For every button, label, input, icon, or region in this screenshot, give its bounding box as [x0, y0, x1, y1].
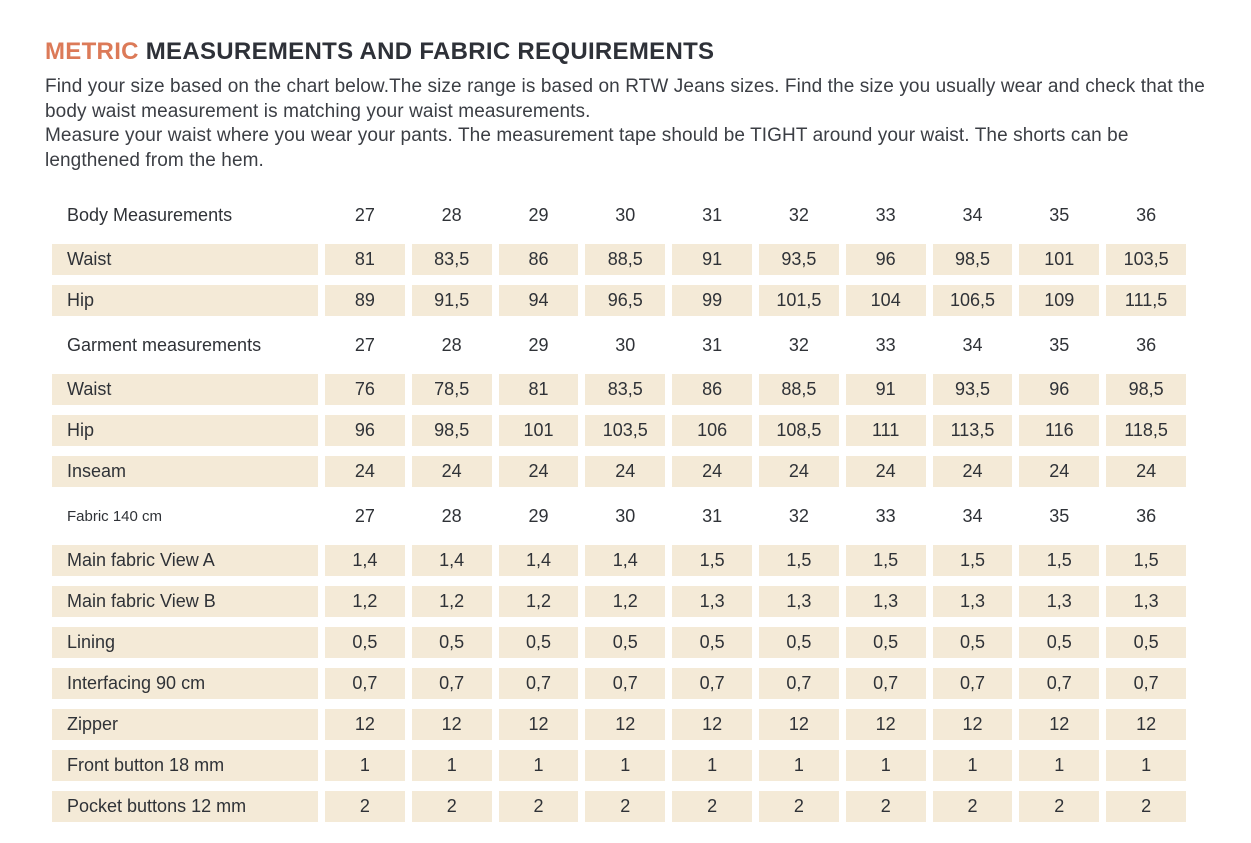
value-cell: 24 — [759, 456, 839, 487]
value-cell: 98,5 — [933, 244, 1013, 275]
value-cell: 93,5 — [933, 374, 1013, 405]
value-cell: 2 — [1106, 791, 1186, 822]
table-section-header-row — [52, 196, 1186, 234]
value-cell: 2 — [499, 791, 579, 822]
size-header-cell: 30 — [615, 334, 636, 355]
table-row — [52, 791, 1186, 822]
value-cell: 88,5 — [759, 374, 839, 405]
value-cell: 0,5 — [1106, 627, 1186, 658]
value-cell: 0,7 — [585, 668, 665, 699]
value-cell: 76 — [325, 374, 405, 405]
size-header-cell: 33 — [875, 505, 896, 526]
page-title — [45, 38, 1211, 66]
value-cell: 0,5 — [672, 627, 752, 658]
size-header-cell: 27 — [354, 204, 375, 225]
row-label: Interfacing 90 cm — [52, 668, 318, 699]
size-header-cell: 34 — [962, 505, 983, 526]
row-label: Waist — [52, 374, 318, 405]
value-cell: 98,5 — [1106, 374, 1186, 405]
value-cell: 1,3 — [933, 586, 1013, 617]
value-cell: 1,2 — [325, 586, 405, 617]
row-label: Zipper — [52, 709, 318, 740]
value-cell: 91 — [846, 374, 926, 405]
value-cell: 1,5 — [759, 545, 839, 576]
value-cell: 2 — [933, 791, 1013, 822]
value-cell: 91 — [672, 244, 752, 275]
size-header-cell: 31 — [702, 334, 723, 355]
row-label: Body Measurements — [67, 204, 233, 225]
size-table — [52, 196, 1186, 822]
size-header-cell: 27 — [354, 505, 375, 526]
value-cell: 0,7 — [672, 668, 752, 699]
row-label: Main fabric View B — [52, 586, 318, 617]
value-cell: 0,7 — [1019, 668, 1099, 699]
value-cell: 2 — [412, 791, 492, 822]
value-cell: 86 — [499, 244, 579, 275]
table-row — [52, 545, 1186, 576]
value-cell: 2 — [1019, 791, 1099, 822]
value-cell: 2 — [846, 791, 926, 822]
value-cell: 12 — [933, 709, 1013, 740]
size-header-cell: 34 — [962, 334, 983, 355]
value-cell: 108,5 — [759, 415, 839, 446]
value-cell: 101 — [499, 415, 579, 446]
value-cell: 12 — [1106, 709, 1186, 740]
intro-paragraph-sizing: Find your size based on the chart below.The size range is based on RTW Jeans sizes. Find the size you usually wear and check that the body waist measurement is matching your waist measurements. — [45, 76, 1205, 122]
value-cell: 106,5 — [933, 285, 1013, 316]
value-cell: 96,5 — [585, 285, 665, 316]
value-cell: 24 — [672, 456, 752, 487]
size-header-cell: 36 — [1136, 505, 1157, 526]
value-cell: 1,5 — [1106, 545, 1186, 576]
value-cell: 1 — [672, 750, 752, 781]
table-row — [52, 668, 1186, 699]
value-cell: 0,5 — [499, 627, 579, 658]
value-cell: 111,5 — [1106, 285, 1186, 316]
table-row — [52, 586, 1186, 617]
size-header-cell: 34 — [962, 204, 983, 225]
value-cell: 0,5 — [759, 627, 839, 658]
table-row — [52, 456, 1186, 487]
value-cell: 109 — [1019, 285, 1099, 316]
value-cell: 0,7 — [759, 668, 839, 699]
value-cell: 1,4 — [585, 545, 665, 576]
size-header-cell: 32 — [788, 334, 809, 355]
row-label: Lining — [52, 627, 318, 658]
value-cell: 103,5 — [585, 415, 665, 446]
value-cell: 2 — [759, 791, 839, 822]
value-cell: 0,7 — [325, 668, 405, 699]
value-cell: 103,5 — [1106, 244, 1186, 275]
size-header-cell: 28 — [441, 204, 462, 225]
table-section-header-row — [52, 497, 1186, 535]
value-cell: 116 — [1019, 415, 1099, 446]
value-cell: 2 — [672, 791, 752, 822]
value-cell: 12 — [1019, 709, 1099, 740]
value-cell: 1,3 — [672, 586, 752, 617]
value-cell: 106 — [672, 415, 752, 446]
size-header-cell: 35 — [1049, 334, 1070, 355]
value-cell: 101,5 — [759, 285, 839, 316]
value-cell: 118,5 — [1106, 415, 1186, 446]
value-cell: 96 — [1019, 374, 1099, 405]
value-cell: 24 — [585, 456, 665, 487]
value-cell: 0,7 — [1106, 668, 1186, 699]
value-cell: 24 — [846, 456, 926, 487]
value-cell: 83,5 — [585, 374, 665, 405]
size-header-cell: 32 — [788, 505, 809, 526]
value-cell: 1 — [933, 750, 1013, 781]
value-cell: 1,2 — [499, 586, 579, 617]
value-cell: 24 — [933, 456, 1013, 487]
value-cell: 0,5 — [933, 627, 1013, 658]
row-label: Garment measurements — [67, 334, 262, 355]
value-cell: 1,5 — [672, 545, 752, 576]
value-cell: 12 — [585, 709, 665, 740]
row-label: Front button 18 mm — [52, 750, 318, 781]
value-cell: 0,5 — [846, 627, 926, 658]
value-cell: 98,5 — [412, 415, 492, 446]
size-header-cell: 35 — [1049, 505, 1070, 526]
value-cell: 1,3 — [846, 586, 926, 617]
value-cell: 101 — [1019, 244, 1099, 275]
value-cell: 1,5 — [933, 545, 1013, 576]
size-header-cell: 31 — [702, 505, 723, 526]
size-header-cell: 29 — [528, 334, 549, 355]
value-cell: 1 — [1019, 750, 1099, 781]
row-label: Hip — [52, 415, 318, 446]
size-header-cell: 31 — [702, 204, 723, 225]
row-label: Hip — [52, 285, 318, 316]
page-title-rest: MEASUREMENTS AND FABRIC REQUIREMENTS — [138, 38, 715, 65]
value-cell: 12 — [759, 709, 839, 740]
table-row — [52, 285, 1186, 316]
size-header-cell: 33 — [875, 334, 896, 355]
value-cell: 0,5 — [325, 627, 405, 658]
intro-paragraph-measuring: Measure your waist where you wear your pants. The measurement tape should be TIGHT around your waist. The shorts can be lengthened from the hem. — [45, 125, 1129, 171]
value-cell: 1 — [585, 750, 665, 781]
value-cell: 78,5 — [412, 374, 492, 405]
value-cell: 12 — [412, 709, 492, 740]
value-cell: 1,5 — [1019, 545, 1099, 576]
table-row — [52, 415, 1186, 446]
value-cell: 1,2 — [412, 586, 492, 617]
value-cell: 1 — [499, 750, 579, 781]
size-header-cell: 35 — [1049, 204, 1070, 225]
size-header-cell: 36 — [1136, 204, 1157, 225]
size-header-cell: 28 — [441, 505, 462, 526]
size-header-cell: 36 — [1136, 334, 1157, 355]
row-label: Main fabric View A — [52, 545, 318, 576]
value-cell: 12 — [846, 709, 926, 740]
value-cell: 1,4 — [412, 545, 492, 576]
table-row — [52, 627, 1186, 658]
row-label: Inseam — [52, 456, 318, 487]
value-cell: 1,3 — [1106, 586, 1186, 617]
value-cell: 24 — [499, 456, 579, 487]
row-label: Fabric 140 cm — [67, 507, 163, 525]
row-label: Pocket buttons 12 mm — [52, 791, 318, 822]
page-title-highlight: METRIC — [45, 38, 139, 65]
size-header-cell: 28 — [441, 334, 462, 355]
size-header-cell: 29 — [528, 505, 549, 526]
table-row — [52, 709, 1186, 740]
value-cell: 96 — [325, 415, 405, 446]
value-cell: 24 — [325, 456, 405, 487]
value-cell: 88,5 — [585, 244, 665, 275]
value-cell: 2 — [325, 791, 405, 822]
value-cell: 1,3 — [759, 586, 839, 617]
value-cell: 24 — [1106, 456, 1186, 487]
size-header-cell: 32 — [788, 204, 809, 225]
value-cell: 12 — [499, 709, 579, 740]
value-cell: 1 — [846, 750, 926, 781]
value-cell: 86 — [672, 374, 752, 405]
value-cell: 113,5 — [933, 415, 1013, 446]
table-section-header-row — [52, 326, 1186, 364]
value-cell: 0,5 — [1019, 627, 1099, 658]
value-cell: 96 — [846, 244, 926, 275]
value-cell: 99 — [672, 285, 752, 316]
size-header-cell: 27 — [354, 334, 375, 355]
table-row — [52, 244, 1186, 275]
value-cell: 1,4 — [499, 545, 579, 576]
value-cell: 12 — [325, 709, 405, 740]
value-cell: 24 — [1019, 456, 1099, 487]
value-cell: 24 — [412, 456, 492, 487]
value-cell: 12 — [672, 709, 752, 740]
value-cell: 93,5 — [759, 244, 839, 275]
value-cell: 111 — [846, 415, 926, 446]
row-label: Waist — [52, 244, 318, 275]
value-cell: 1,5 — [846, 545, 926, 576]
intro-text — [45, 75, 1211, 173]
size-header-cell: 30 — [615, 204, 636, 225]
value-cell: 1 — [412, 750, 492, 781]
value-cell: 81 — [325, 244, 405, 275]
value-cell: 2 — [585, 791, 665, 822]
value-cell: 0,7 — [412, 668, 492, 699]
value-cell: 0,7 — [933, 668, 1013, 699]
value-cell: 94 — [499, 285, 579, 316]
value-cell: 1 — [1106, 750, 1186, 781]
value-cell: 1,4 — [325, 545, 405, 576]
value-cell: 0,5 — [412, 627, 492, 658]
value-cell: 91,5 — [412, 285, 492, 316]
table-row — [52, 750, 1186, 781]
value-cell: 81 — [499, 374, 579, 405]
value-cell: 1 — [759, 750, 839, 781]
value-cell: 83,5 — [412, 244, 492, 275]
table-row — [52, 374, 1186, 405]
value-cell: 89 — [325, 285, 405, 316]
value-cell: 0,5 — [585, 627, 665, 658]
value-cell: 1,3 — [1019, 586, 1099, 617]
size-header-cell: 29 — [528, 204, 549, 225]
size-header-cell: 33 — [875, 204, 896, 225]
value-cell: 1 — [325, 750, 405, 781]
value-cell: 0,7 — [846, 668, 926, 699]
value-cell: 104 — [846, 285, 926, 316]
value-cell: 1,2 — [585, 586, 665, 617]
value-cell: 0,7 — [499, 668, 579, 699]
size-header-cell: 30 — [615, 505, 636, 526]
